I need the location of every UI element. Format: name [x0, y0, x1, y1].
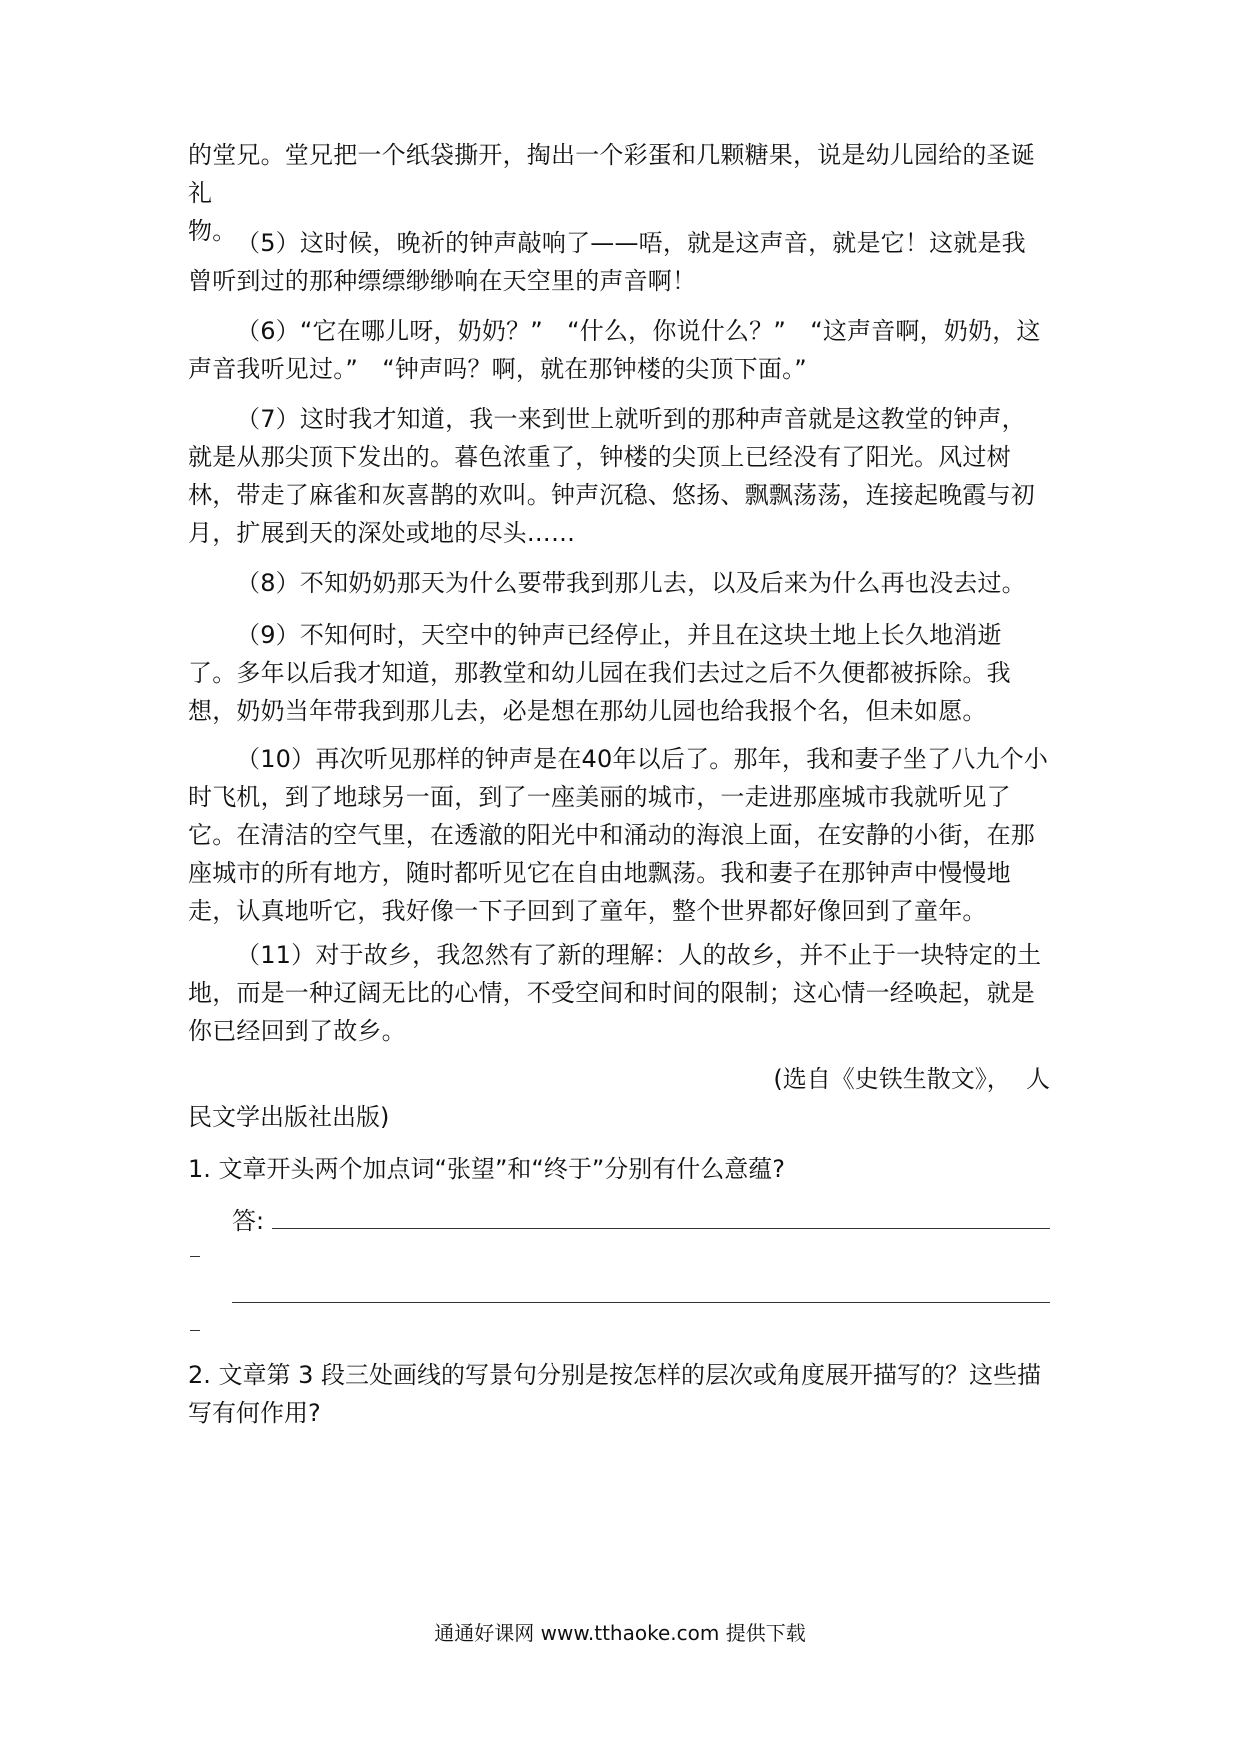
paragraph-text: （10）再次听见那样的钟声是在40年以后了。那年，我和妻子坐了八九个小时飞机，到了地球另一面，到了一座美丽的城市，一走进那座城市我就听见了它。在清洁的空气里，在透澈的阳光中和涌动的海浪上面，在安静的小街，在那座城市的所有地方，随时都听见它在自由地飘荡。我和妻子在那钟声中慢慢地走，认真地听它，我好像一下子回到了童年，整个世界都好像回到了童年。: [188, 745, 1049, 925]
paragraph-text: （6）“它在哪儿呀，奶奶？” “什么，你说什么？” “这声音啊，奶奶，这声音我听见过。” “钟声吗？啊，就在那钟楼的尖顶下面。”: [188, 317, 1041, 383]
continuation-line-2: 物。: [188, 217, 237, 245]
paragraph-text: （7）这时我才知道，我一来到世上就听到的那种声音就是这教堂的钟声，就是从那尖顶下发出的。暮色浓重了，钟楼的尖顶上已经没有了阳光。风过树林，带走了麻雀和灰喜鹊的欢叫。钟声沉稳、悠扬、飘飘荡荡，连接起晚霞与初月，扩展到天的深处或地的尽头……: [188, 405, 1035, 547]
question-1: 1. 文章开头两个加点词“张望”和“终于”分别有什么意蕴?: [188, 1155, 785, 1183]
answer-underline-1-tail: [190, 1256, 200, 1257]
paragraph-text: （5）这时候，晚祈的钟声敲响了——唔，就是这声音，就是它！这就是我曾听到过的那种缥缥缈缈响在天空里的声音啊！: [188, 229, 1026, 295]
answer-line-1[interactable]: [232, 1206, 1050, 1236]
paragraph-10: [188, 740, 1050, 930]
source-citation: [188, 1060, 1050, 1098]
paragraph-7: [188, 400, 1050, 552]
answer-underline-2-tail: [190, 1330, 200, 1331]
question-2: 2. 文章第 3 段三处画线的写景句分别是按怎样的层次或角度展开描写的？这些描写有何作用?: [188, 1361, 1042, 1427]
page-footer: 通通好课网 www.tthaoke.com 提供下载: [434, 1621, 806, 1645]
source-citation-line-2: 民文学出版社出版): [188, 1103, 390, 1131]
answer-underline-2[interactable]: [232, 1302, 1050, 1303]
answer-underline-1: [272, 1228, 1050, 1229]
continuation-line-1: 的堂兄。堂兄把一个纸袋撕开，掏出一个彩蛋和几颗糖果，说是幼儿园给的圣诞礼: [188, 141, 1035, 207]
paragraph-5: [188, 224, 1050, 300]
paragraph-6: [188, 312, 1050, 388]
paragraph-text: （11）对于故乡，我忽然有了新的理解：人的故乡，并不止于一块特定的土地，而是一种辽阔无比的心情，不受空间和时间的限制；这心情一经唤起，就是你已经回到了故乡。: [188, 941, 1042, 1045]
paragraph-11: [188, 936, 1050, 1050]
answer-label: 答:: [232, 1207, 265, 1235]
paragraph-9: [188, 616, 1050, 730]
source-citation-line-1: (选自《史铁生散文》， 人: [773, 1065, 1050, 1093]
paragraph-text: （9）不知何时，天空中的钟声已经停止，并且在这块土地上长久地消逝了。多年以后我才知道，那教堂和幼儿园在我们去过之后不久便都被拆除。我想，奶奶当年带我到那儿去，必是想在那幼儿园也给我报个名，但未如愿。: [188, 621, 1011, 725]
paragraph-text: （8）不知奶奶那天为什么要带我到那儿去，以及后来为什么再也没去过。: [236, 569, 1026, 597]
paragraph-8: [188, 564, 1050, 602]
